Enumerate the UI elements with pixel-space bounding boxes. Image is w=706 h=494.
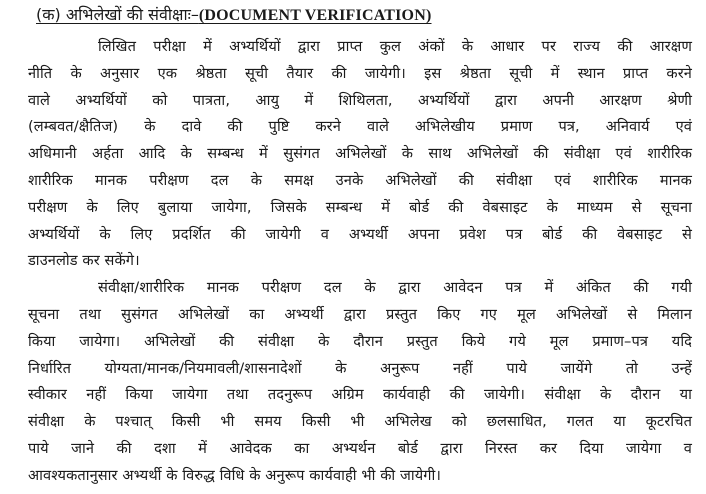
paragraph-1 (28, 34, 692, 275)
paragraph-1-line: (लम्बवत/क्षैतिज) के दावे की पुष्टि करने वाले अभिलेखीय प्रमाण पत्र, अनिवार्य एवं (28, 118, 692, 136)
paragraph-2-line: संवीक्षा/शारीरिक मानक परीक्षण दल के द्वारा आवेदन पत्र में अंकित की गयी (98, 279, 692, 297)
paragraph-2 (28, 275, 692, 489)
paragraph-2-line: निर्धारित योग्यता/मानक/नियमावली/शासनादेशों के अनुरूप नहीं पाये जायेंगे तो उन्हें (28, 359, 692, 377)
paragraph-2-line: संवीक्षा के पश्चात् किसी भी समय किसी भी अभिलेख को छलसाधित, गलत या कूटरचित (28, 413, 692, 431)
paragraph-1-line: लिखित परीक्षा में अभ्यर्थियों द्वारा प्राप्त कुल अंकों के आधार पर राज्य की आरक्षण (98, 38, 692, 55)
paragraph-2-line: सूचना तथा सुसंगत अभिलेखों का अभ्यर्थी द्वारा प्रस्तुत किए गए मूल अभिलेखों से मिलान (28, 305, 692, 323)
section-heading-english: (DOCUMENT VERIFICATION) (198, 7, 432, 24)
paragraph-1-line: शारीरिक मानक परीक्षण दल के समक्ष उनके अभिलेखों की संवीक्षा एवं शारीरिक मानक (28, 171, 692, 189)
section-heading (28, 4, 692, 28)
paragraph-1-line: अभ्यर्थियों के लिए प्रदर्शित की जायेगी व अभ्यर्थी अपना प्रवेश पत्र बोर्ड की वेबसाइट से (28, 225, 692, 243)
paragraph-1-line: परीक्षण के लिए बुलाया जायेगा, जिसके सम्बन्ध में बोर्ड की वेबसाइट के माध्यम से सूचना (28, 198, 692, 216)
paragraph-1-line: अधिमानी अर्हता आदि के सम्बन्ध में सुसंगत अभिलेखों के साथ अभिलेखों की संवीक्षा एवं शारीरिक (28, 145, 692, 163)
paragraph-1-line: नीति के अनुसार एक श्रेष्ठता सूची तैयार की जायेगी। इस श्रेष्ठता सूची में स्थान प्राप्त करने (28, 64, 692, 82)
paragraph-1-line: वाले अभ्यर्थियों को पात्रता, आयु में शिथिलता, अभ्यर्थियों द्वारा अपनी आरक्षण श्रेणी (28, 91, 692, 109)
paragraph-2-line: पाये जाने की दशा में आवेदक का अभ्यर्थन बोर्ड द्वारा निरस्त कर दिया जायेगा व (28, 439, 692, 457)
paragraph-2-line: आवश्यकतानुसार अभ्यर्थी के विरुद्ध विधि के अनुरूप कार्यवाही भी की जायेगी। (28, 466, 442, 484)
paragraph-2-line: किया जायेगा। अभिलेखों की संवीक्षा के दौरान प्रस्तुत किये गये मूल प्रमाण–पत्र यदि (28, 332, 692, 350)
section-heading-hindi: (क) अभिलेखों की संवीक्षाः– (36, 5, 199, 24)
paragraph-2-line: स्वीकार नहीं किया जायेगा तथा तदनुरूप अग्रिम कार्यवाही की जायेगी। संवीक्षा के दौरान या (28, 386, 692, 404)
paragraph-1-line: डाउनलोड कर सकेंगे। (28, 252, 140, 270)
